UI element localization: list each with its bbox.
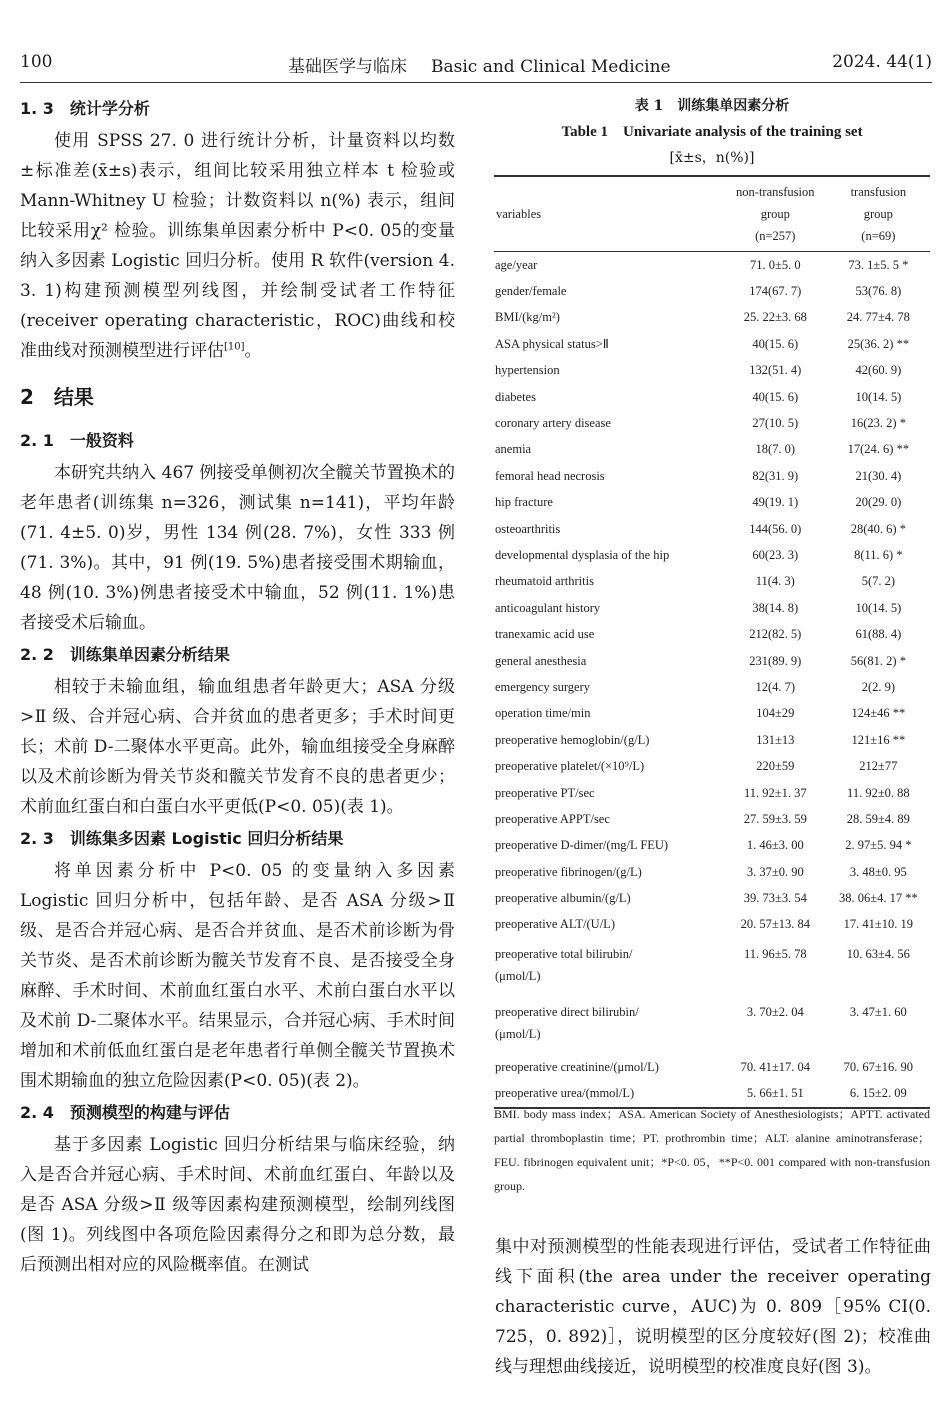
row-variable xyxy=(494,859,724,885)
row-variable xyxy=(494,701,724,727)
row-non-transfusion-value: 25. 22±3. 68 xyxy=(743,310,807,325)
row-variable-name: preoperative direct bilirubin/ xyxy=(495,1005,639,1020)
row-variable xyxy=(494,621,724,647)
header-variables: variables xyxy=(494,176,724,252)
row-non-transfusion-value: 38(14. 8) xyxy=(752,600,799,615)
row-variable xyxy=(494,358,724,384)
row-transfusion-value: 3. 47±1. 60 xyxy=(849,1005,907,1020)
table-notes: BMI. body mass index；ASA. American Society of Anesthesiologists；APTT. activated partial thromboplastin time；PT. prothrombin time；ALT. alanine aminotransferase；FEU. fibrinogen equivalent unit；*P<0. 05，**P<0. 001 compared with non-transfusion group. xyxy=(494,1107,930,1193)
row-variable-name: anticoagulant history xyxy=(495,600,601,615)
row-non-transfusion-value: 212(82. 5) xyxy=(749,627,802,642)
row-transfusion-value: 38. 06±4. 17 ** xyxy=(838,891,918,906)
row-variable-name: rheumatoid arthritis xyxy=(495,574,594,589)
row-transfusion-value: 124±46 ** xyxy=(851,706,906,721)
table-row xyxy=(494,595,930,621)
row-transfusion-value: 10(14. 5) xyxy=(855,389,902,404)
header-a-line3: (n=257) xyxy=(755,229,796,243)
running-header xyxy=(20,52,932,80)
row-non-transfusion-value: 144(56. 0) xyxy=(749,521,802,536)
row-variable-name: preoperative D-dimer/(mg/L FEU) xyxy=(495,838,669,853)
page-number: 100 xyxy=(20,52,53,72)
table-caption xyxy=(494,93,930,171)
table-row xyxy=(494,278,930,304)
section-2-2-title: 2. 2 训练集单因素分析结果 xyxy=(20,645,230,664)
section-2-3-paragraph: 将单因素分析中 P<0. 05 的变量纳入多因素 Logistic 回归分析中，包括年龄、是否 ASA 分级>Ⅱ 级、是否合并冠心病、是否合并贫血、是否术前诊断为骨关节炎、是否术前诊断为髋关节发育不良、是否接受全身麻醉、手术时间、术前血红蛋白水平、术前白蛋白水平以及术前 D-二聚体水平。结果显示，合并冠心病、手术时间增加和术前低血红蛋白是老年患者行单侧全髋关节置换术围术期输血的独立危险因素(P<0. 05)(表 2)。 xyxy=(20,861,455,1091)
row-transfusion-value: 24. 77±4. 78 xyxy=(846,310,910,325)
row-transfusion-value: 8(11. 6) * xyxy=(854,547,903,562)
table-row xyxy=(494,384,930,410)
row-variable xyxy=(494,780,724,806)
row-variable xyxy=(494,674,724,700)
journal-title-en: Basic and Clinical Medicine xyxy=(431,57,671,77)
row-variable-name: emergency surgery xyxy=(495,679,590,694)
row-non-transfusion-value: 5. 66±1. 51 xyxy=(724,1081,827,1108)
section-2-2-paragraph: 相较于未输血组，输血组患者年龄更大；ASA 分级>Ⅱ 级、合并冠心病、合并贫血的患者更多；手术时间更长；术前 D-二聚体水平更高。此外，输血组接受全身麻醉以及术前诊断为骨关节炎和髋关节发育不良的患者更少；术前血红蛋白和白蛋白水平更低(P<0. 05)(表 1)。 xyxy=(20,677,455,817)
row-variable xyxy=(494,996,724,1054)
row-variable xyxy=(494,806,724,832)
table-row xyxy=(494,437,930,463)
row-variable xyxy=(494,648,724,674)
row-variable-name: coronary artery disease xyxy=(495,416,611,431)
row-variable-name: preoperative PT/sec xyxy=(495,785,595,800)
row-variable-name: general anesthesia xyxy=(495,653,587,668)
issue-number: 2024. 44(1) xyxy=(832,52,932,72)
row-variable xyxy=(494,569,724,595)
section-1-3-text: 使用 SPSS 27. 0 进行统计分析，计量资料以均数±标准差(x̄±s)表示，组间比较采用独立样本 t 检验或 Mann-Whitney U 检验；计数资料以 n(%) 表示，组间比较采用χ² 检验。训练集单因素分析中 P<0. 05的变量纳入多因素 Logistic 回归分析。使用 R 软件(version 4. 3. 1)构建预测模型列线图，并绘制受试者工作特征(receiver operating characteristic，ROC)曲线和校准曲线对预测模型进行评估 xyxy=(20,131,455,361)
table-row xyxy=(494,885,930,911)
row-variable-name: ASA physical status>Ⅱ xyxy=(495,337,609,352)
row-variable-name: preoperative fibrinogen/(g/L) xyxy=(495,864,642,879)
table-row xyxy=(494,648,930,674)
row-variable xyxy=(494,885,724,911)
row-transfusion-value: 2. 97±5. 94 * xyxy=(845,838,912,853)
header-b-line3: (n=69) xyxy=(861,229,896,243)
row-transfusion-value: 10(14. 5) xyxy=(855,600,902,615)
row-variable xyxy=(494,410,724,436)
table-row xyxy=(494,806,930,832)
row-variable-name: preoperative hemoglobin/(g/L) xyxy=(495,732,650,747)
row-variable xyxy=(494,384,724,410)
univariate-table xyxy=(494,175,930,1109)
section-2-1-paragraph: 本研究共纳入 467 例接受单侧初次全髋关节置换术的老年患者(训练集 n=326，测试集 n=141)，平均年龄(71. 4±5. 0)岁，男性 134 例(28. 7%)，女性 333 例(71. 3%)。其中，91 例(19. 5%)患者接受围术期输血，48 例(10. 3%)例患者接受术中输血，52 例(11. 1%)患者接受术后输血。 xyxy=(20,463,455,633)
header-transfusion xyxy=(827,176,930,252)
row-variable xyxy=(494,1054,724,1080)
journal-title-cn: 基础医学与临床 xyxy=(288,57,407,77)
row-non-transfusion-value: 27. 59±3. 59 xyxy=(743,811,807,826)
row-non-transfusion-value: 3. 70±2. 04 xyxy=(746,1005,804,1020)
row-transfusion-value: 56(81. 2) * xyxy=(850,653,906,668)
row-variable-name: preoperative total bilirubin/ xyxy=(495,947,633,962)
row-transfusion-value: 212±77 xyxy=(859,759,898,774)
table-row xyxy=(494,516,930,542)
row-variable xyxy=(494,912,724,938)
row-variable-name: gender/female xyxy=(495,284,567,299)
row-variable-name: diabetes xyxy=(495,389,536,404)
section-1-3-title: 1. 3 统计学分析 xyxy=(20,99,150,118)
row-variable-name: operation time/min xyxy=(495,706,591,721)
row-variable-name: age/year xyxy=(495,257,538,272)
row-transfusion-value: 17(24. 6) ** xyxy=(847,442,910,457)
section-2-4-continued: 集中对预测模型的性能表现进行评估，受试者工作特征曲线下面积(the area under the receiver operating characteristic curve，AUC)为 0. 809［95% CI(0. 725，0. 892)］，说明模型的区分度较好(图 2)；校准曲线与理想曲线接近，说明模型的校准度良好(图 3)。 xyxy=(495,1237,931,1377)
table-row xyxy=(494,331,930,357)
table-row xyxy=(494,463,930,489)
row-transfusion-value: 6. 15±2. 09 xyxy=(827,1081,930,1108)
row-non-transfusion-value: 131±13 xyxy=(756,732,795,747)
row-variable xyxy=(494,516,724,542)
row-transfusion-value: 5(7. 2) xyxy=(861,574,896,589)
row-variable-name: femoral head necrosis xyxy=(495,468,605,483)
row-variable xyxy=(494,595,724,621)
table-caption-unit: [x̄±s，n(%)] xyxy=(669,150,755,166)
table-row xyxy=(494,410,930,436)
row-variable-name: hypertension xyxy=(495,363,560,378)
table-row xyxy=(494,912,930,938)
table-row xyxy=(494,569,930,595)
row-variable xyxy=(494,437,724,463)
row-transfusion-value: 16(23. 2) * xyxy=(850,416,906,431)
row-variable-name: osteoarthritis xyxy=(495,521,561,536)
table-row xyxy=(494,727,930,753)
header-a-line2: group xyxy=(760,207,790,221)
table-row xyxy=(494,938,930,996)
left-column xyxy=(20,92,455,1280)
section-1-3-paragraph xyxy=(20,126,455,366)
row-transfusion-value: 70. 67±16. 90 xyxy=(843,1059,914,1074)
row-non-transfusion-value: 20. 57±13. 84 xyxy=(740,917,810,932)
table-header-row xyxy=(494,176,930,252)
row-transfusion-value: 61(88. 4) xyxy=(855,627,902,642)
row-non-transfusion-value: 12(4. 7) xyxy=(755,679,796,694)
row-variable xyxy=(494,305,724,331)
row-variable xyxy=(494,278,724,304)
right-column-text xyxy=(495,1232,931,1382)
row-transfusion-value: 28(40. 6) * xyxy=(850,521,906,536)
row-non-transfusion-value: 11. 92±1. 37 xyxy=(743,785,807,800)
row-non-transfusion-value: 132(51. 4) xyxy=(749,363,802,378)
row-variable-name: anemia xyxy=(495,442,532,457)
journal-title xyxy=(288,52,671,77)
table-row xyxy=(494,780,930,806)
row-transfusion-value: 10. 63±4. 56 xyxy=(846,947,910,962)
row-variable xyxy=(494,252,724,279)
row-transfusion-value: 17. 41±10. 19 xyxy=(843,917,914,932)
section-2-1-title: 2. 1 一般资料 xyxy=(20,431,134,450)
row-variable-name: hip fracture xyxy=(495,495,553,510)
section-1-3-end: 。 xyxy=(244,341,262,361)
row-non-transfusion-value: 231(89. 9) xyxy=(749,653,802,668)
row-variable xyxy=(494,490,724,516)
row-variable-name: preoperative albumin/(g/L) xyxy=(495,891,631,906)
row-transfusion-value: 2(2. 9) xyxy=(861,679,896,694)
row-non-transfusion-value: 27(10. 5) xyxy=(752,416,799,431)
row-non-transfusion-value: 40(15. 6) xyxy=(752,336,799,351)
table-row xyxy=(494,358,930,384)
row-non-transfusion-value: 104±29 xyxy=(756,706,795,721)
header-b-line1: transfusion xyxy=(850,185,907,199)
table-row xyxy=(494,1054,930,1080)
table-row xyxy=(494,542,930,568)
row-non-transfusion-value: 11. 96±5. 78 xyxy=(743,947,807,962)
row-variable-unit: (μmol/L) xyxy=(495,1027,541,1042)
row-transfusion-value: 3. 48±0. 95 xyxy=(849,864,907,879)
row-variable xyxy=(494,753,724,779)
section-2-title: 2 结果 xyxy=(20,385,94,409)
table-row xyxy=(494,833,930,859)
row-transfusion-value: 25(36. 2) ** xyxy=(847,336,910,351)
citation: [10] xyxy=(224,341,245,353)
table-row xyxy=(494,621,930,647)
row-non-transfusion-value: 40(15. 6) xyxy=(752,389,799,404)
row-transfusion-value: 42(60. 9) xyxy=(855,363,902,378)
row-transfusion-value: 53(76. 8) xyxy=(855,284,902,299)
row-transfusion-value: 28. 59±4. 89 xyxy=(846,811,910,826)
section-2-4-title: 2. 4 预测模型的构建与评估 xyxy=(20,1103,230,1122)
row-transfusion-value: 121±16 ** xyxy=(851,732,906,747)
row-transfusion-value: 20(29. 0) xyxy=(855,495,902,510)
header-a-line1: non-transfusion xyxy=(736,185,815,199)
row-variable-unit: (μmol/L) xyxy=(495,969,541,984)
row-non-transfusion-value: 71. 0±5. 0 xyxy=(749,257,801,272)
row-variable-name: tranexamic acid use xyxy=(495,627,595,642)
row-variable-name: preoperative APPT/sec xyxy=(495,811,610,826)
table-caption-cn: 表 1 训练集单因素分析 xyxy=(634,98,790,114)
table-row xyxy=(494,701,930,727)
row-transfusion-value: 21(30. 4) xyxy=(855,468,902,483)
row-non-transfusion-value: 174(67. 7) xyxy=(749,284,802,299)
row-variable-name: preoperative platelet/(×10⁹/L) xyxy=(495,759,645,774)
section-2-4-paragraph: 基于多因素 Logistic 回归分析结果与临床经验，纳入是否合并冠心病、手术时间、术前血红蛋白、年龄以及是否 ASA 分级>Ⅱ 级等因素构建预测模型，绘制列线图(图 1)。列线图中各项危险因素得分之和即为总分数，最后预测出相对应的风险概率值。在测试 xyxy=(20,1135,455,1275)
row-non-transfusion-value: 1. 46±3. 00 xyxy=(746,838,804,853)
row-transfusion-value: 11. 92±0. 88 xyxy=(847,785,910,800)
row-variable-name: preoperative ALT/(U/L) xyxy=(495,917,615,932)
row-non-transfusion-value: 11(4. 3) xyxy=(755,574,795,589)
row-variable-name: developmental dysplasia of the hip xyxy=(495,547,670,562)
table-row xyxy=(494,859,930,885)
row-variable xyxy=(494,331,724,357)
row-non-transfusion-value: 70. 41±17. 04 xyxy=(740,1059,810,1074)
row-variable-name: preoperative urea/(mmol/L) xyxy=(495,1086,635,1101)
row-non-transfusion-value: 60(23. 3) xyxy=(752,547,799,562)
row-non-transfusion-value: 82(31. 9) xyxy=(752,468,799,483)
row-variable-name: BMI/(kg/m²) xyxy=(495,310,560,325)
table-row xyxy=(494,996,930,1054)
row-non-transfusion-value: 3. 37±0. 90 xyxy=(746,864,804,879)
row-non-transfusion-value: 49(19. 1) xyxy=(752,495,799,510)
table-row xyxy=(494,490,930,516)
header-non-transfusion xyxy=(724,176,827,252)
table-row xyxy=(494,305,930,331)
header-b-line2: group xyxy=(863,207,893,221)
row-variable xyxy=(494,727,724,753)
table-row xyxy=(494,753,930,779)
row-non-transfusion-value: 220±59 xyxy=(756,759,795,774)
row-non-transfusion-value: 18(7. 0) xyxy=(755,442,796,457)
row-variable xyxy=(494,463,724,489)
table-row xyxy=(494,674,930,700)
row-transfusion-value: 73. 1±5. 5 * xyxy=(848,257,909,272)
row-variable xyxy=(494,542,724,568)
row-variable xyxy=(494,833,724,859)
row-variable xyxy=(494,938,724,996)
table-row xyxy=(494,252,930,279)
section-2-3-title: 2. 3 训练集多因素 Logistic 回归分析结果 xyxy=(20,829,344,848)
row-non-transfusion-value: 39. 73±3. 54 xyxy=(743,891,807,906)
table-caption-en: Table 1 Univariate analysis of the training set xyxy=(561,124,863,140)
header-rule xyxy=(20,82,932,83)
row-variable-name: preoperative creatinine/(μmol/L) xyxy=(495,1059,659,1074)
